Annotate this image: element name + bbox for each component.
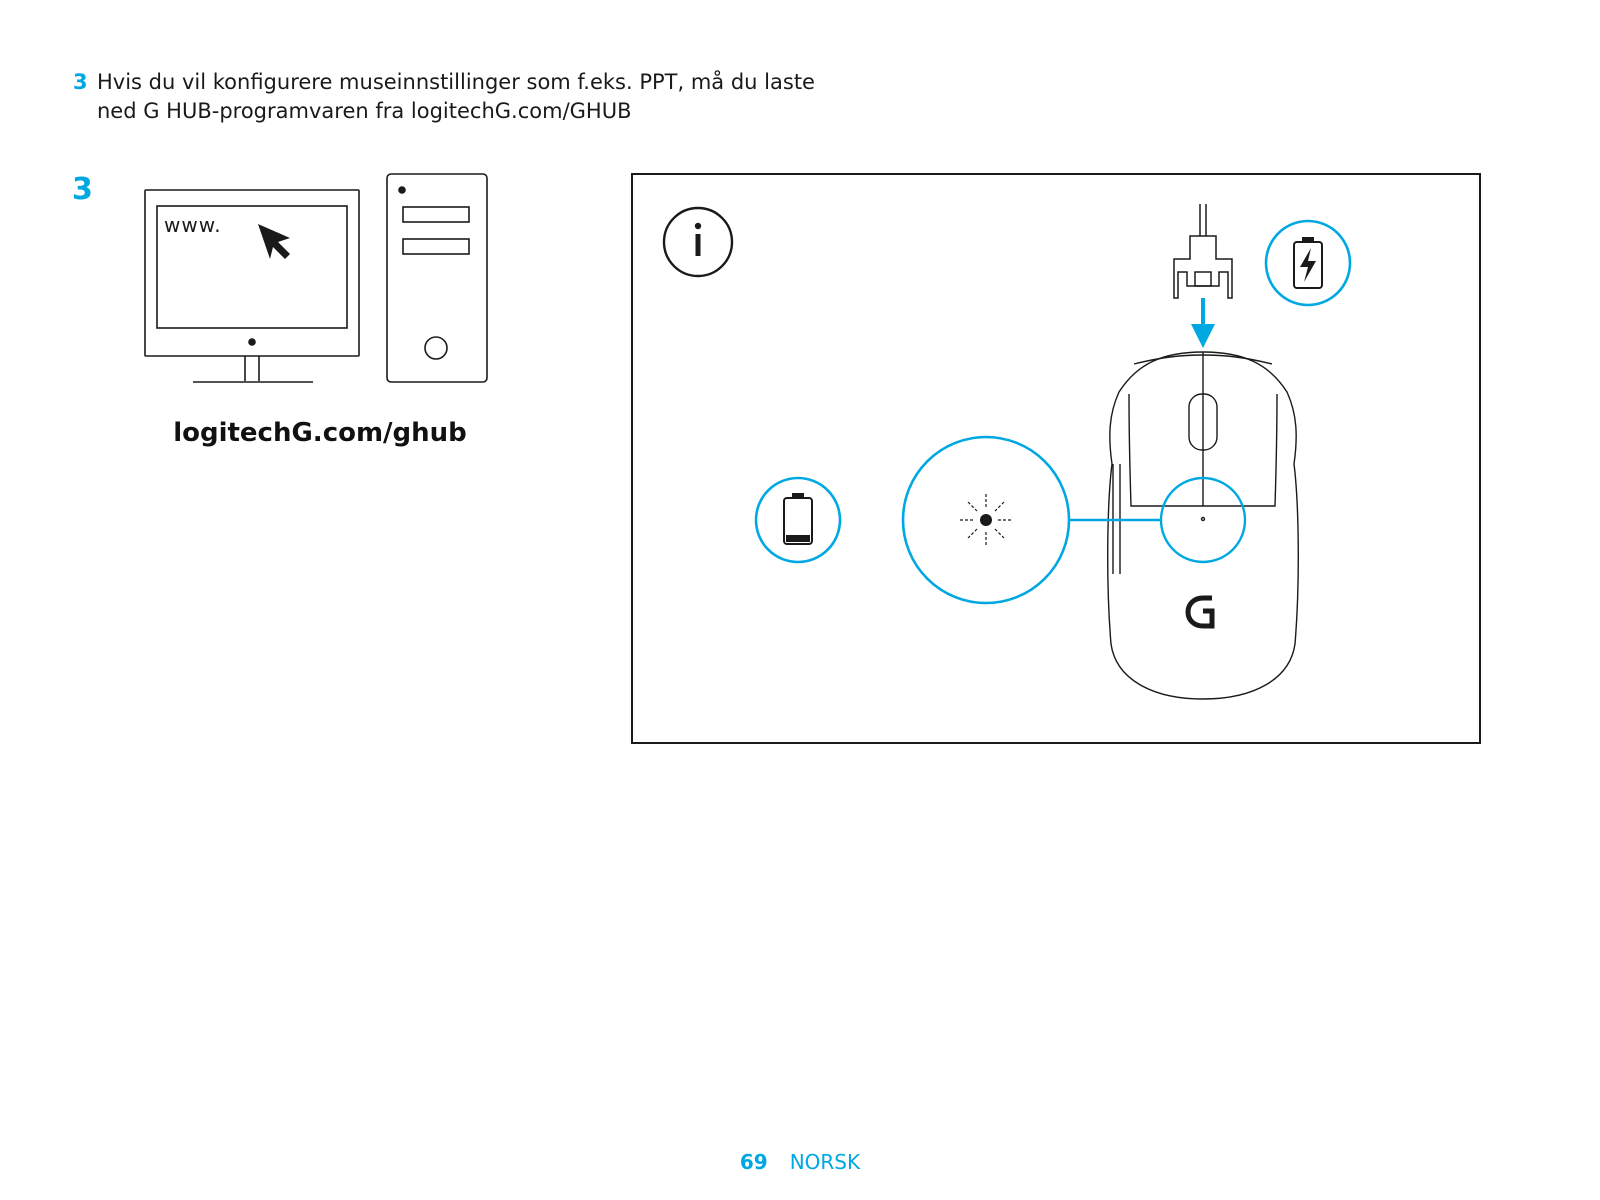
instruction-number: 3: [73, 70, 88, 94]
step-number: 3: [72, 172, 93, 207]
g-logo-icon: [1188, 598, 1212, 626]
screen-url-text: www.: [164, 213, 222, 237]
footer-language: NORSK: [789, 1150, 861, 1174]
pc-tower-icon: [387, 174, 487, 382]
instruction-text: [73, 68, 873, 126]
instruction-line-1: Hvis du vil konfigurere museinnstillinger som f.eks. PPT, må du laste: [97, 70, 815, 94]
page-footer: [0, 1150, 1600, 1174]
charging-info-panel: [632, 174, 1482, 734]
battery-charging-icon: [1266, 221, 1350, 305]
led-light-icon: [903, 437, 1069, 603]
page-number: 69: [739, 1150, 768, 1174]
usb-cable-icon: [1174, 204, 1232, 298]
cursor-arrow-icon: [258, 224, 290, 259]
battery-low-icon: [756, 478, 840, 562]
ghub-url-label: logitechG.com/ghub: [173, 418, 467, 448]
info-icon: [664, 208, 732, 276]
mouse-icon: [1108, 352, 1299, 699]
instruction-line-2: ned G HUB-programvaren fra logitechG.com/GHUB: [97, 99, 632, 123]
plug-arrow-head: [1191, 324, 1215, 348]
panel-frame: [632, 174, 1480, 743]
computer-illustration: [140, 172, 500, 392]
